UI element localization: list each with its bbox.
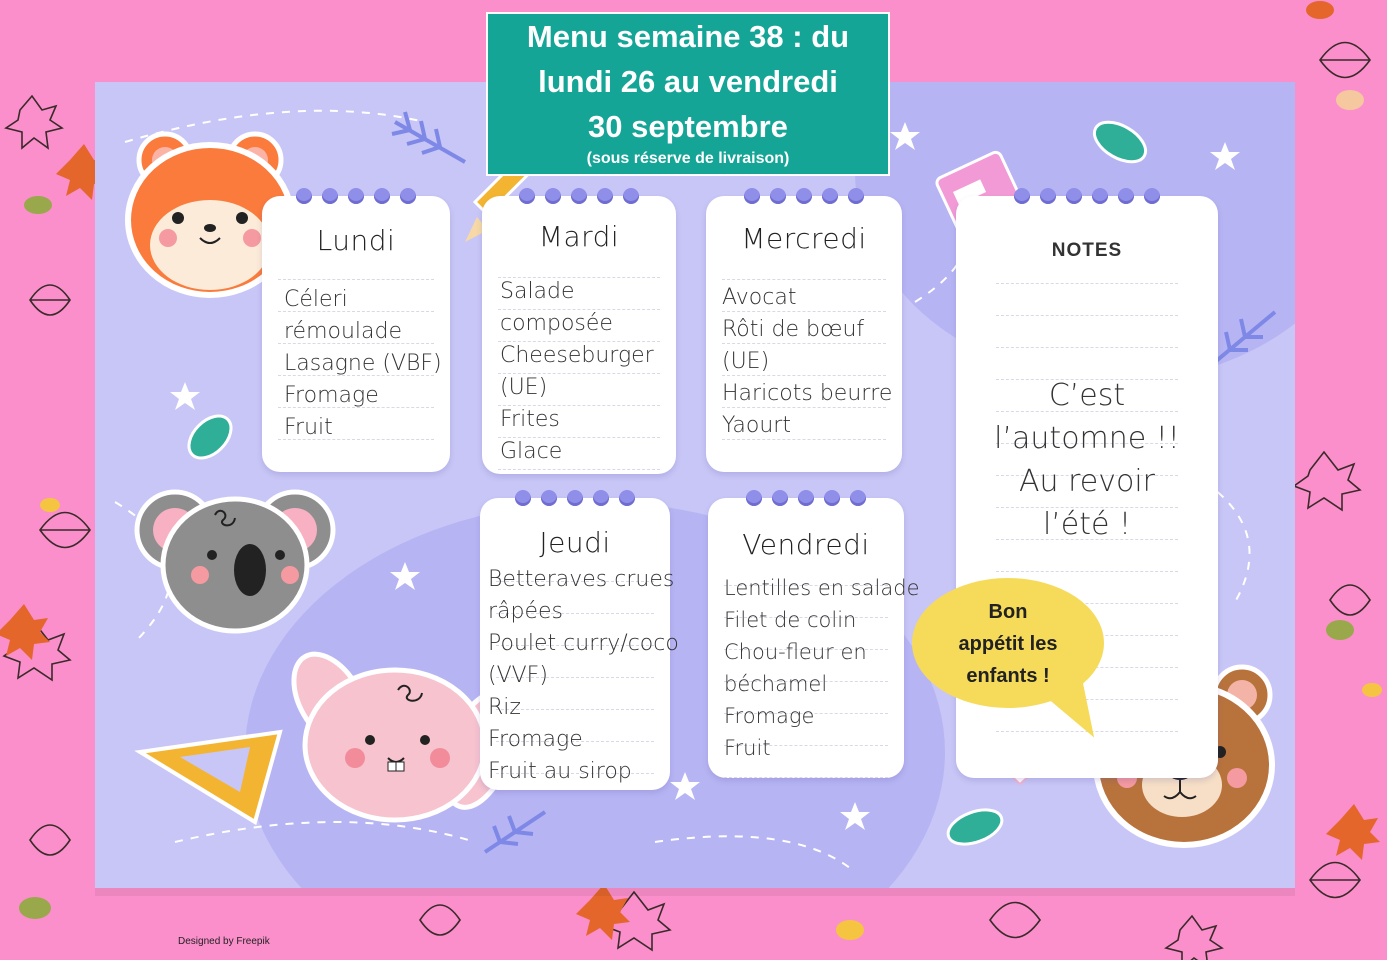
day-title-jeudi: Jeudi — [539, 526, 611, 559]
day-title-vendredi: Vendredi — [742, 528, 870, 561]
koala-face-illustration — [130, 470, 340, 640]
menu-item: composée — [500, 311, 613, 336]
day-title-mercredi: Mercredi — [741, 222, 867, 255]
speech-bubble-line: enfants ! — [966, 665, 1050, 687]
menu-title-line-1: Menu semaine 38 : du — [526, 19, 850, 54]
menu-item: Riz — [488, 695, 521, 720]
speech-bubble — [912, 578, 1104, 708]
speech-bubble-line: Bon — [988, 601, 1028, 623]
notes-message-line: Au revoir — [1019, 464, 1155, 499]
day-card-vendredi — [708, 498, 920, 778]
designer-credit: Designed by Freepik — [178, 936, 270, 947]
day-card-mardi — [482, 196, 676, 474]
menu-title-line-3: 30 septembre — [588, 109, 788, 144]
menu-item: Filet de colin — [724, 608, 857, 632]
menu-item: Fruit — [724, 736, 771, 760]
menu-item: (VVF) — [488, 663, 548, 688]
menu-item: Rôti de bœuf — [722, 317, 865, 342]
notebook-rings — [706, 188, 902, 204]
menu-item: Fromage — [488, 727, 583, 752]
menu-item: Cheeseburger — [500, 343, 654, 368]
day-title-mardi: Mardi — [538, 220, 620, 253]
menu-items-mercredi — [722, 282, 892, 442]
day-card-lundi — [262, 196, 450, 472]
menu-item: Glace — [500, 439, 563, 464]
menu-item: Frites — [500, 407, 560, 432]
menu-item: Lentilles en salade — [724, 576, 920, 600]
notes-message-line: C’est — [1048, 378, 1126, 413]
menu-item: Fromage — [284, 383, 379, 408]
menu-item: Chou-fleur en — [724, 640, 867, 664]
menu-items-jeudi — [488, 564, 679, 788]
menu-item: Betteraves crues — [488, 567, 675, 592]
menu-item: Haricots beurre — [722, 381, 893, 406]
notebook-rings — [480, 490, 670, 506]
menu-title-box — [486, 12, 890, 176]
ruler-triangle-icon — [140, 732, 280, 822]
menu-item: Salade — [500, 279, 575, 304]
menu-item: Fromage — [724, 704, 815, 728]
menu-item: Fruit au sirop — [488, 759, 632, 784]
notes-message-line: l’automne !! — [994, 421, 1180, 456]
speech-bubble-line: appétit les — [958, 633, 1058, 655]
menu-item: Avocat — [722, 285, 797, 310]
day-card-mercredi — [706, 196, 902, 472]
day-title-lundi: Lundi — [316, 224, 396, 257]
menu-item: Céleri — [284, 287, 348, 312]
notebook-rings — [956, 188, 1218, 204]
menu-item: Poulet curry/coco — [488, 631, 679, 656]
menu-title-line-2: lundi 26 au vendredi — [538, 64, 838, 99]
menu-item: (UE) — [722, 349, 770, 374]
notes-title: NOTES — [1051, 240, 1123, 261]
delivery-disclaimer: (sous réserve de livraison) — [586, 150, 790, 167]
menu-item: Yaourt — [722, 413, 791, 438]
menu-item: râpées — [488, 599, 564, 624]
menu-items-mardi — [500, 276, 654, 468]
notebook-rings — [708, 490, 904, 506]
menu-item: Lasagne (VBF) — [284, 351, 442, 376]
notebook-rings — [262, 188, 450, 204]
menu-item: Fruit — [284, 415, 333, 440]
menu-item: rémoulade — [284, 319, 403, 344]
day-card-jeudi — [480, 498, 679, 790]
menu-item: (UE) — [500, 375, 548, 400]
notes-message — [956, 374, 1218, 546]
notebook-rings — [482, 188, 676, 204]
menu-item: béchamel — [724, 672, 828, 696]
notes-message-line: l’été ! — [1042, 507, 1132, 542]
menu-items-lundi — [284, 284, 442, 444]
menu-items-vendredi — [724, 572, 920, 764]
